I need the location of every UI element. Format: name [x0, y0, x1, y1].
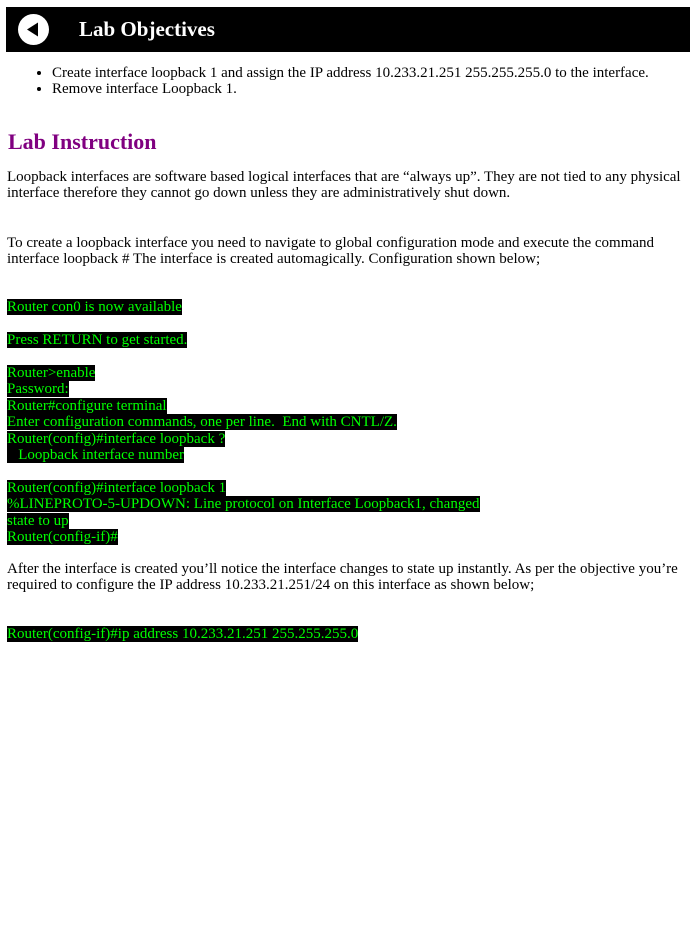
- back-arrow-circle-icon: [18, 14, 49, 45]
- paragraph-create-loopback: To create a loopback interface you need to navigate to global configuration mode and execute the command interface loopback # The interface is created automagically. Configuration shown below;: [7, 235, 655, 267]
- terminal-line: Password:: [7, 381, 69, 398]
- paragraph-configure-ip: After the interface is created you’ll notice the interface changes to state up instantly. As per the objective you’re required to configure the IP address 10.233.21.251/24 on this interface as shown below;: [7, 561, 678, 593]
- terminal-line: state to up: [7, 512, 69, 529]
- terminal-line: Router(config-if)#: [7, 529, 118, 546]
- terminal-line: Router>enable: [7, 365, 96, 381]
- lab-objectives-header: [6, 7, 690, 52]
- terminal-block-ip-address: [7, 626, 358, 642]
- section-title-lab-instruction: Lab Instruction: [8, 129, 157, 154]
- objective-item: • Create interface loopback 1 and assign the IP address 10.233.21.251 255.255.255.0 to the interface.: [52, 65, 676, 81]
- terminal-line: %LINEPROTO-5-UPDOWN: Line protocol on Interface Loopback1, changed: [7, 496, 480, 513]
- terminal-block-press-return: [7, 332, 187, 348]
- objective-item: • Remove interface Loopback 1.: [52, 81, 676, 97]
- terminal-line: Press RETURN to get started.: [7, 332, 188, 348]
- terminal-line: Loopback interface number: [7, 447, 185, 464]
- terminal-block-console: [7, 299, 182, 315]
- terminal-line: Router(config)#interface loopback ?: [7, 430, 226, 447]
- page-title: Lab Objectives: [79, 17, 215, 41]
- terminal-block-config: [7, 365, 397, 463]
- terminal-block-loopback: [7, 480, 480, 546]
- terminal-line: Router(config)#interface loopback 1: [7, 480, 227, 496]
- terminal-line: Enter configuration commands, one per line. End with CNTL/Z.: [7, 414, 397, 431]
- back-button[interactable]: [18, 14, 49, 45]
- paragraph-loopback-intro: Loopback interfaces are software based logical interfaces that are “always up”. They are not tied to any physical interface therefore they cannot go down unless they are administratively shut down.: [7, 169, 681, 201]
- terminal-line: Router(config-if)#ip address 10.233.21.251 255.255.255.0: [7, 626, 359, 642]
- terminal-line: Router#configure terminal: [7, 397, 167, 414]
- terminal-line: Router con0 is now available: [7, 299, 182, 315]
- objectives-list: [6, 65, 676, 97]
